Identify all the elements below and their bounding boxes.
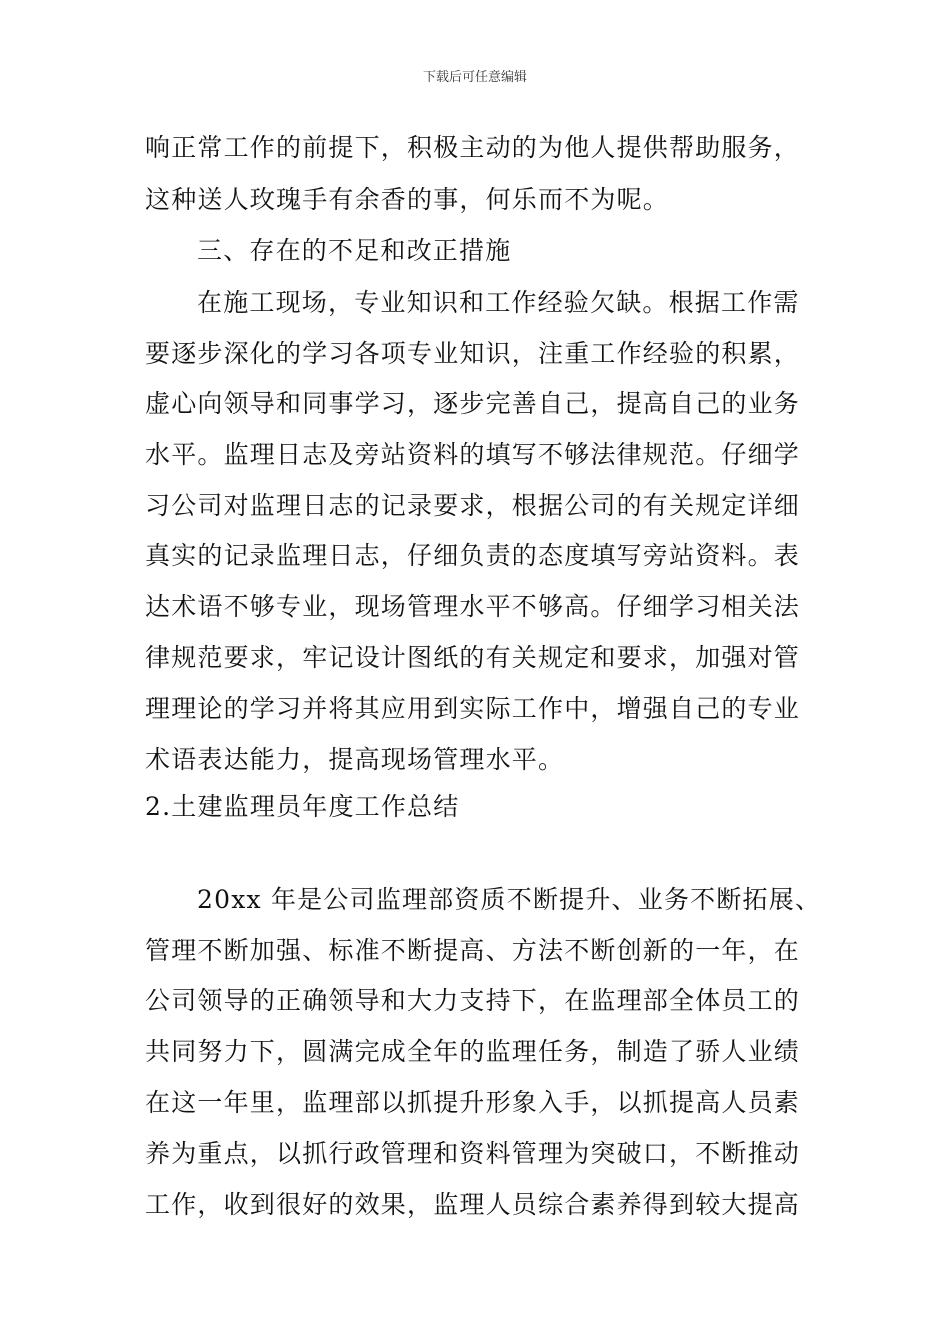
body-line: 要逐步深化的学习各项专业知识，注重工作经验的积累， xyxy=(145,339,801,368)
body-line: 在这一年里，监理部以抓提升形象入手，以抓提高人员素 xyxy=(145,1088,801,1117)
body-line: 20xx 年是公司监理部资质不断提升、业务不断拓展、 xyxy=(197,885,822,914)
body-line: 达术语不够专业，现场管理水平不够高。仔细学习相关法 xyxy=(145,592,801,621)
body-line: 共同努力下，圆满完成全年的监理任务，制造了骄人业绩 xyxy=(145,1037,801,1066)
body-line: 水平。监理日志及旁站资料的填写不够法律规范。仔细学 xyxy=(145,440,801,469)
body-line: 工作，收到很好的效果，监理人员综合素养得到较大提高 xyxy=(145,1190,801,1219)
page-header: 下载后可任意编辑 xyxy=(422,70,527,85)
section-heading: 三、存在的不足和改正措施 xyxy=(197,236,512,265)
body-line: 这种送人玫瑰手有余香的事，何乐而不为呢。 xyxy=(145,185,670,214)
body-line: 响正常工作的前提下，积极主动的为他人提供帮助服务， xyxy=(145,133,801,162)
body-line: 管理不断加强、标准不断提高、方法不断创新的一年，在 xyxy=(145,936,801,965)
body-line: 理理论的学习并将其应用到实际工作中，增强自己的专业 xyxy=(145,694,801,723)
document-title: 2.土建监理员年度工作总结 xyxy=(145,792,460,821)
body-line: 养为重点，以抓行政管理和资料管理为突破口，不断推动 xyxy=(145,1139,801,1168)
body-line: 虚心向领导和同事学习，逐步完善自己，提高自己的业务 xyxy=(145,389,801,418)
body-line: 在施工现场，专业知识和工作经验欠缺。根据工作需 xyxy=(197,288,800,317)
body-line: 公司领导的正确领导和大力支持下，在监理部全体员工的 xyxy=(145,986,801,1015)
body-line: 习公司对监理日志的记录要求，根据公司的有关规定详细 xyxy=(145,491,801,520)
body-line: 真实的记录监理日志，仔细负责的态度填写旁站资料。表 xyxy=(145,541,801,570)
body-line: 术语表达能力，提高现场管理水平。 xyxy=(145,745,565,774)
body-line: 律规范要求，牢记设计图纸的有关规定和要求，加强对管 xyxy=(145,643,801,672)
